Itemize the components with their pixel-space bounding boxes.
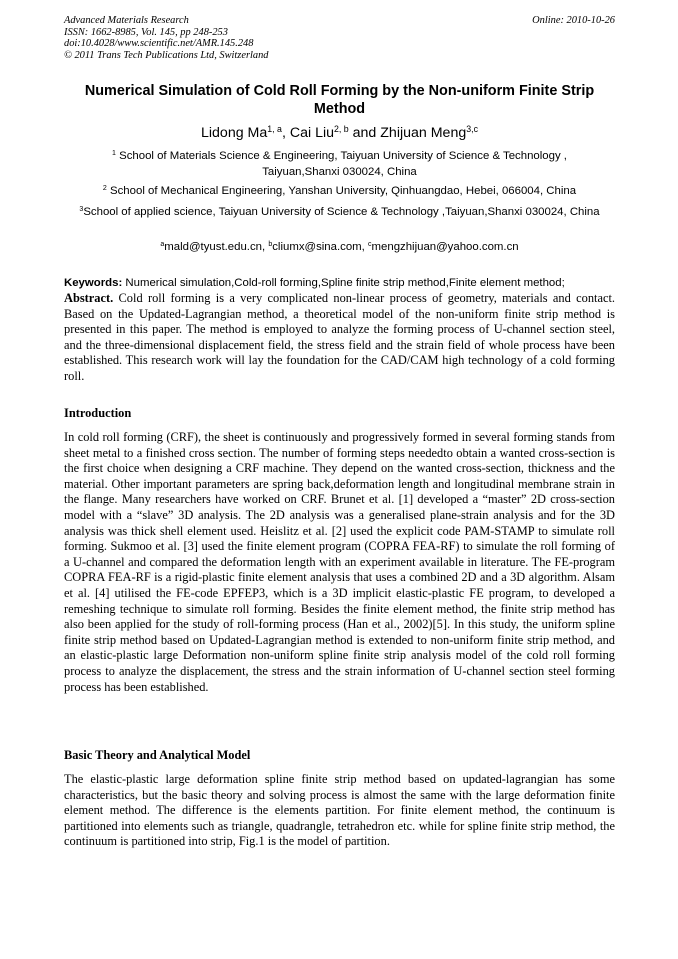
author-emails: [64, 240, 615, 256]
author-name: Lidong Ma: [201, 125, 268, 141]
affiliation-number: 2: [102, 185, 107, 193]
journal-copyright: © 2011 Trans Tech Publications Ltd, Switzerland: [64, 49, 269, 61]
email-separator: ,: [261, 241, 269, 253]
email-mark: a: [160, 241, 165, 249]
section-heading-basic-theory: Basic Theory and Analytical Model: [64, 748, 251, 762]
author-separator: and: [348, 125, 381, 141]
author-separator: ,: [281, 125, 290, 141]
journal-header: [64, 15, 394, 61]
email-link[interactable]: mald@tyust.edu.cn: [164, 241, 262, 253]
abstract: [64, 291, 615, 385]
author-list: [64, 124, 615, 142]
affiliation-text: School of Mechanical Engineering, Yanshan University, Qinhuangdao, Hebei, 066004, China: [110, 185, 577, 197]
affiliation-number: 3: [79, 206, 84, 214]
online-date: Online: 2010-10-26: [532, 15, 615, 26]
affiliation-number: 1: [112, 150, 116, 158]
email-mark: b: [268, 241, 273, 249]
affiliation: [72, 149, 607, 180]
email-link[interactable]: mengzhijuan@yahoo.com.cn: [371, 241, 519, 253]
email-link[interactable]: cliumx@sina.com: [272, 241, 362, 253]
affiliation: [72, 205, 607, 221]
abstract-label: Abstract.: [64, 291, 114, 305]
journal-name: Advanced Materials Research: [64, 15, 189, 26]
author-name: Zhijuan Meng: [380, 125, 467, 141]
affiliation: [72, 184, 607, 200]
keywords: [64, 276, 624, 291]
author-affiliation-mark: 2, b: [334, 124, 349, 135]
paper-title: Numerical Simulation of Cold Roll Forming by the Non-uniform Finite Strip Method: [84, 83, 595, 117]
journal-issn: ISSN: 1662-8985, Vol. 145, pp 248-253: [64, 26, 228, 38]
affiliation-text: School of Materials Science & Engineering, Taiyuan University of Science & Technology , Taiyuan,Shanxi 030024, China: [119, 150, 567, 178]
keywords-label: Keywords:: [64, 277, 123, 289]
basic-theory-paragraph: The elastic-plastic large deformation spline finite strip method based on updated-lagrangian has some characteristics, but the basic theory and solving process is almost the same with the large deformation finite element method. The difference is the elements partition. For finite element method, the continuum is partitioned into elements such as triangle, quadrangle, tetrahedron etc. while for spline finite strip method, the continuum is partitioned into strip, Fig.1 is the model of partition.: [64, 772, 615, 849]
introduction-paragraph: In cold roll forming (CRF), the sheet is continuously and progressively formed in several forming stands from sheet metal to a finished cross section. The number of forming steps neededto obtain a wanted cross-section is the first choice when designing a CRF machine. They depend on the wanted cross-section, thickness and the material. Other important parameters are spring back,deformation length and longitudinal membrane strain in the flange. Many researchers have worked on CRF. Brunet et al. [1] developed a “master” 2D cross-section model with a “slave” 3D analysis. The 2D analysis was a generalised plane-strain analysis and for the 3D analysis was thick shell element used. Heislitz et al. [2] used the explicit code PAM-STAMP to simulate roll forming. Sukmoo et al. [3] used the finite element program (COPRA FEA-RF) to simulate the roll forming of a U-channel and compared the deformation length with an experiment available in literature. The FE-program COPRA FEA-RF is a rigid-plastic finite element analysis that uses a combined 2D and a 3D algorithm. Alsam et al. [4] utilised the FE-code EPFEP3, which is a 3D implicit elastic-plastic FE program, to developed a remeshing technique to simulate roll forming. Besides the finite element method, the finite strip method has also been applied for the study of roll-forming process (Han et al., 2002)[5]. In this study, the uniform spline finite strip method based on Updated-Lagrangian method is extended to non-uniform finite strip method, and an elastic-plastic large Deformation non-uniform spline finite strip analysis model of the cold roll forming process to analyze the displacement, the stress and the strain information of U-channel section steel forming process has been established.: [64, 430, 615, 694]
section-heading-introduction: Introduction: [64, 406, 132, 420]
journal-doi: doi:10.4028/www.scientific.net/AMR.145.248: [64, 38, 254, 50]
keywords-text: Numerical simulation,Cold-roll forming,Spline finite strip method,Finite element method;: [122, 277, 565, 289]
abstract-text: Cold roll forming is a very complicated non-linear process of geometry, materials and contact. Based on the Updated-Lagrangian method, a theoretical model of the non-uniform finite strip method is presented in this paper. The method is employed to analyze the forming process of U-channel section steel, and the three-dimensional displacement field, the stress field and the strain field of whole process have been established. This research work will lay the foundation for the CAD/CAM high technology of a cold forming roll.: [64, 291, 615, 383]
author-affiliation-mark: 3,c: [466, 124, 478, 135]
email-separator: ,: [361, 241, 368, 253]
author-affiliation-mark: 1, a: [267, 124, 282, 135]
email-mark: c: [368, 241, 372, 249]
affiliation-text: School of applied science, Taiyuan University of Science & Technology ,Taiyuan,Shanxi 030024, China: [83, 206, 600, 218]
author-name: Cai Liu: [289, 125, 335, 141]
